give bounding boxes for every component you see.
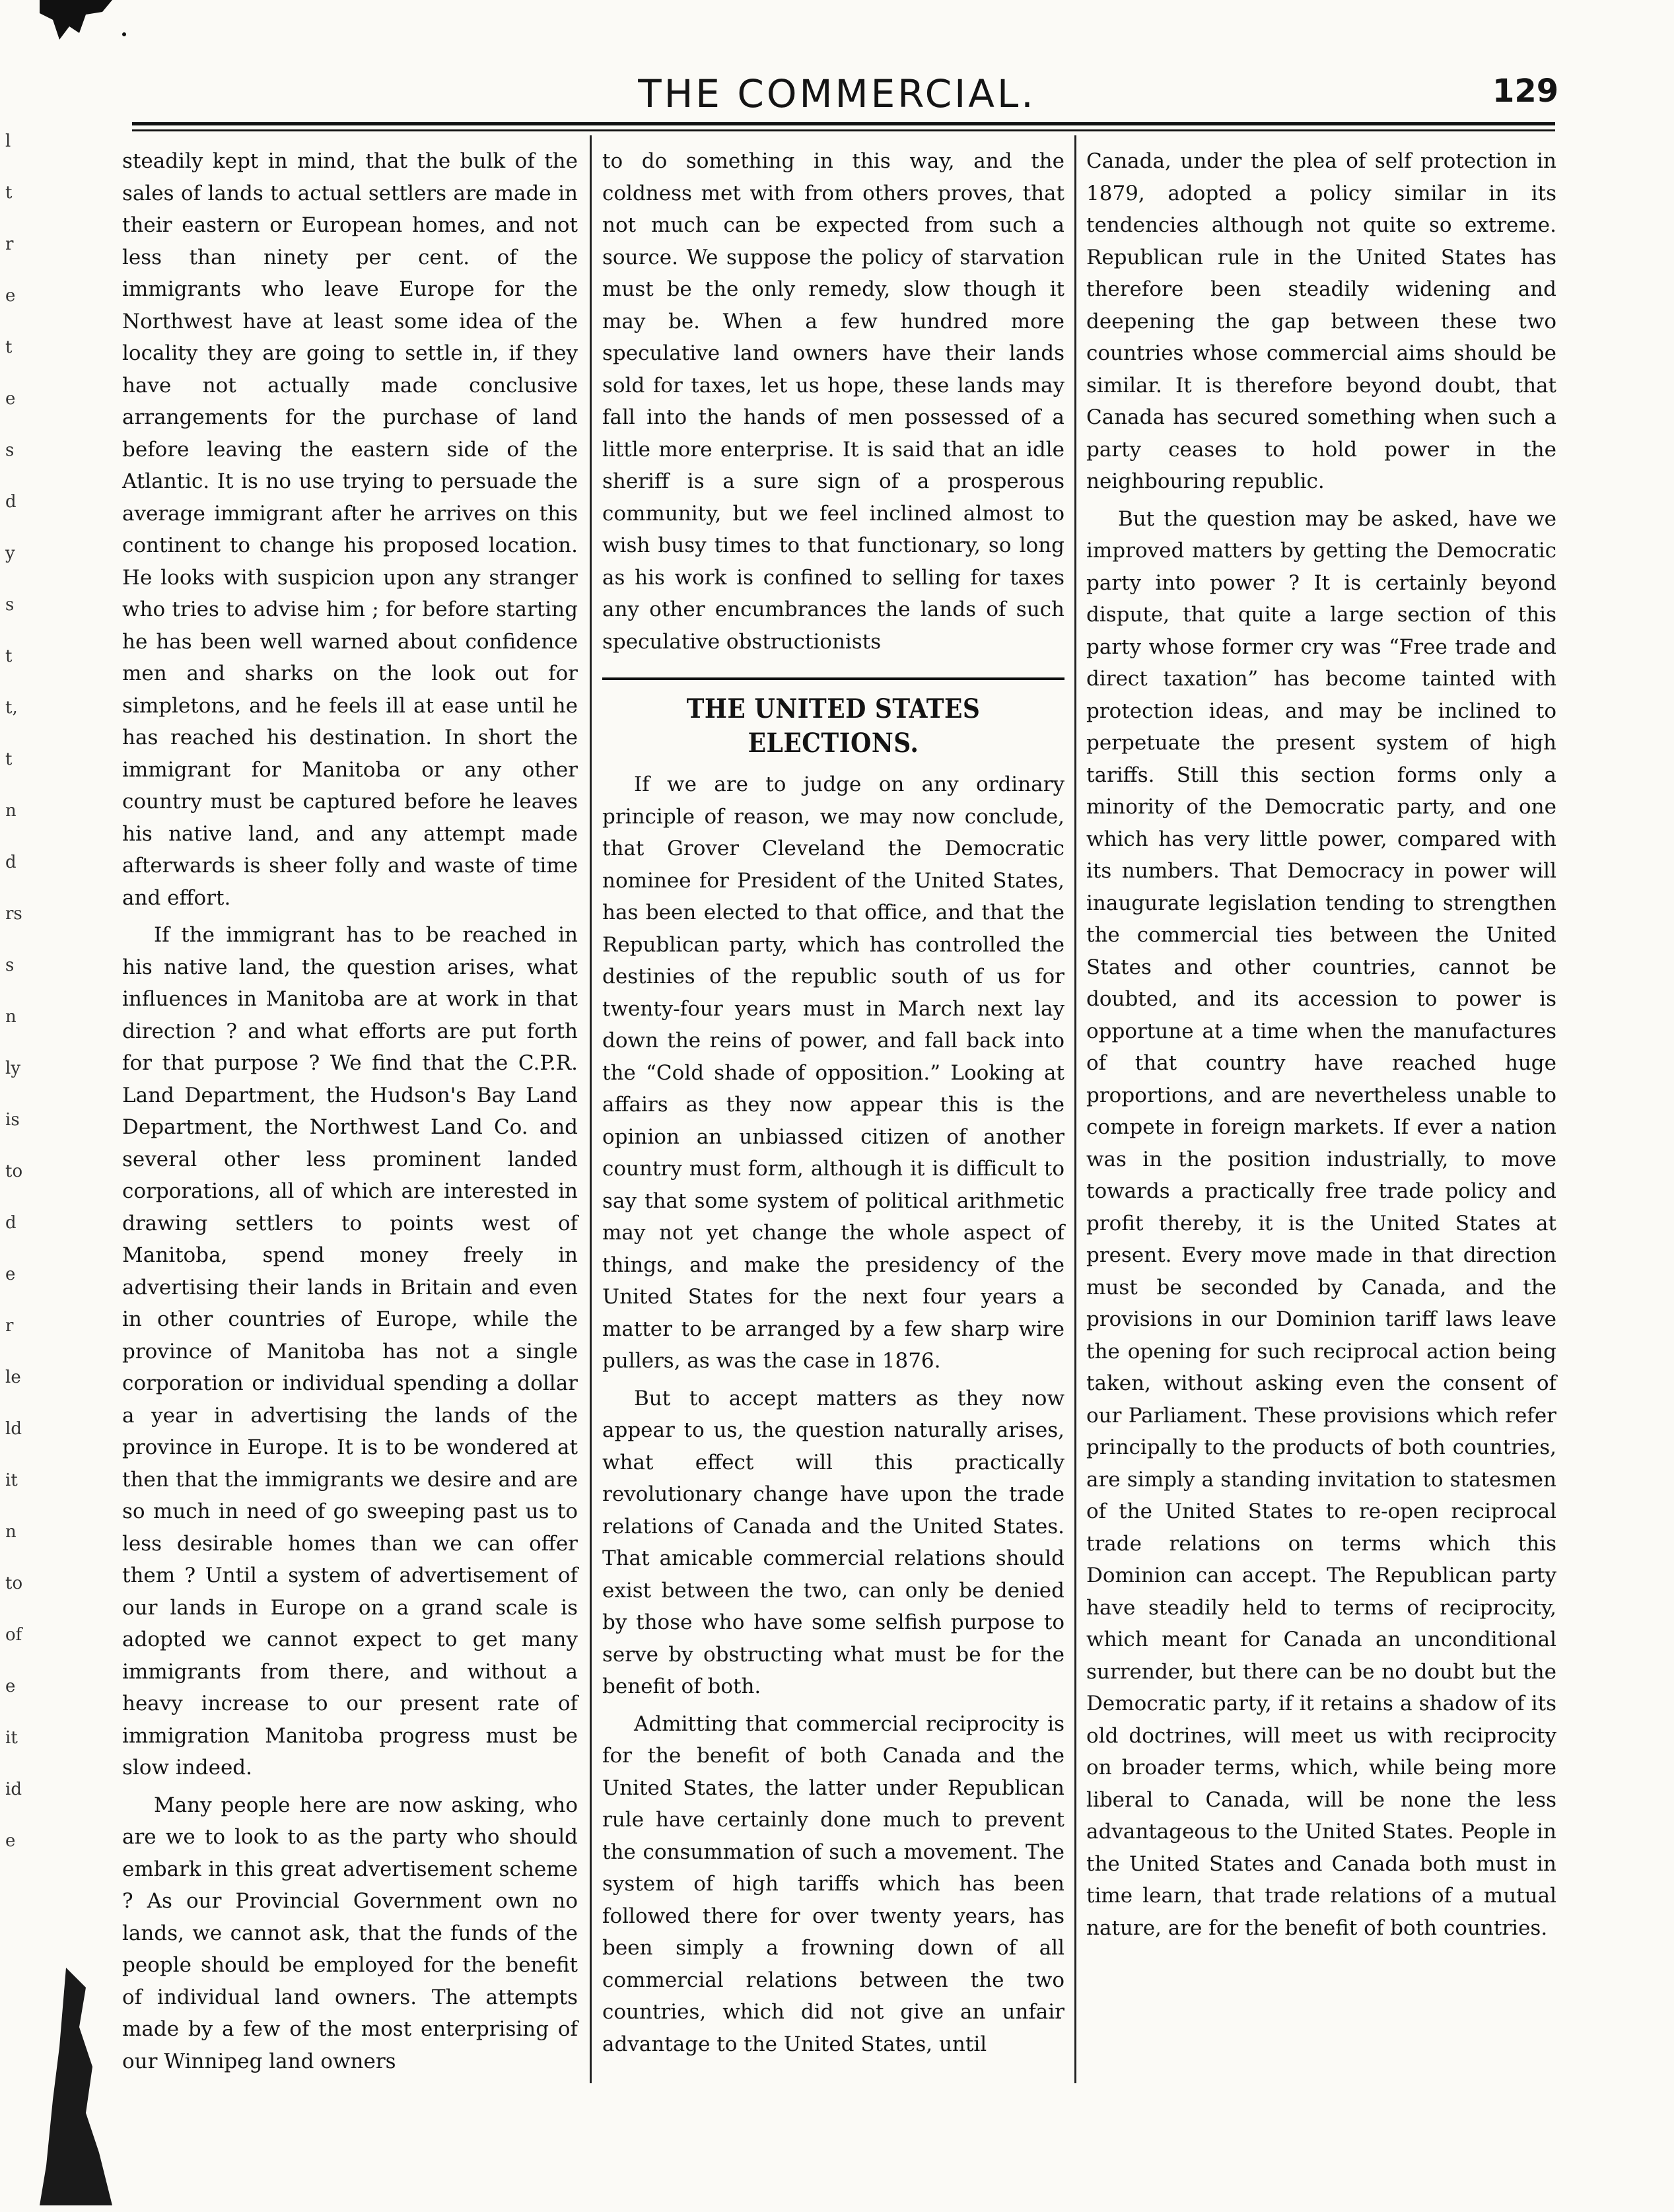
article-paragraph: Canada, under the plea of self protection in 1879, adopted a policy similar in its tendencies although not quite so extreme. Republican rule in the United States has therefore been steadily widening and deepening the gap between these two countries whose commercial aims should be similar. It is therefore beyond doubt, that Canada has secured something when such a party ceases to hold power in the neighbouring republic. [1086,149,1556,493]
margin-fragment: e [5,1831,16,1851]
article-paragraph: to do something in this way, and the coldness met with from others proves, that not much can be expected from such a source. We suppose the policy of starvation must be the only remedy, slow though it may be. When a few hundred more speculative land owners have their lands sold for taxes, let us hope, these lands may fall into the hands of men possessed of a little more enterprise. It is said that an idle sheriff is a sure sign of a prosperous community, but we feel inclined almost to wish busy times to that functionary, so long as his work is confined to selling for taxes any other encumbrances the lands of such speculative obstructionists [602,149,1064,654]
article-paragraph: But to accept matters as they now appear to us, the question naturally arises, what effect will this practically revolutionary change have upon the trade relations of Canada and the United States. That amicable commercial relations should exist between the two, can only be denied by those who have some selfish purpose to serve by obstructing what must be for the benefit of both. [602,1386,1064,1698]
article-paragraph: But the question may be asked, have we improved matters by getting the Democratic party into power ? It is certainly beyond dispute, that quite a large section of this party whose former cry was “Free trade and direct taxation” has become tainted with protection ideas, and may be inclined to perpetuate the present system of high tariffs. Still this section forms only a minority of the Democratic party, and one which has very little power, compared with its numbers. That Democracy in power will inaugurate legislation tending to strengthen the commercial ties between the United States and other countries, cannot be doubted, and its accession to power is opportune at a time when the manufactures of that country have reached huge proportions, and are nevertheless unable to compete in foreign markets. If ever a nation was in the position industrially, to move towards a practically free trade policy and profit thereby, it is the United States at present. Every move made in that direction must be seconded by Canada, and the provisions in our Dominion tariff laws leave the opening for such reciprocal action being taken, without asking even the consent of our Parliament. These provisions which refer principally to the products of both countries, are simply a standing invitation to statesmen of the United States to re-open reciprocal trade relations on terms which this Dominion can accept. The Republican party have steadily held to terms of reciprocity, which meant for Canada an unconditional surrender, but there can be no doubt but the Democratic party, if it retains a shadow of its old doctrines, will meet us with reciprocity on broader terms, which, while being more liberal to Canada, will be none the less advantageous to the United States. People in the United States and Canada both must in time learn, that trade relations of a mutual nature, are for the benefit of both countries. [1086,506,1556,1940]
article-paragraph: Admitting that commercial reciprocity is for the benefit of both Canada and the United States, the latter under Republican rule have certainly done much to prevent the consummation of such a movement. The system of high tariffs which has been followed there for over twenty years, has been simply a frowning down of all commercial relations between the two countries, which did not give an unfair advantage to the United States, until [602,1711,1064,2056]
margin-fragment: is [5,1110,20,1130]
margin-fragment: r [5,234,14,254]
margin-fragment: t [5,337,13,357]
margin-fragment: of [5,1625,22,1645]
column-right [1086,145,1556,1944]
margin-fragment: s [5,595,15,615]
margin-fragment: e [5,1264,16,1284]
margin-fragment: to [5,1161,23,1181]
margin-fragment: to [5,1573,23,1593]
margin-fragment: it [5,1728,18,1748]
column-left [122,145,578,2077]
margin-fragment: d [5,852,17,872]
margin-fragment: e [5,1676,16,1696]
page-number: 129 [1492,73,1559,110]
left-margin-fragments [5,125,32,1877]
article-paragraph: steadily kept in mind, that the bulk of the sales of lands to actual settlers are made in their eastern or European homes, and not less than ninety per cent. of the immigrants who leave Europe for the Northwest have at least some idea of the locality they are going to settle in, if they have not actually made conclusive arrangements for the purchase of land before leaving the eastern side of the Atlantic. It is no use trying to persuade the average immigrant after he arrives on this continent to change his proposed location. He looks with suspicion upon any stranger who tries to advise him ; for before starting he has been well warned about confidence men and sharks on the look out for simpletons, and he feels ill at ease until he has reached his destination. In short the immigrant for Manitoba or any other country must be captured before he leaves his native land, and any attempt made afterwards is sheer folly and waste of time and effort. [122,149,578,910]
margin-fragment: n [5,801,17,821]
margin-fragment: l [5,131,11,151]
margin-fragment: t [5,646,13,666]
margin-fragment: id [5,1780,22,1799]
binding-shadow [40,1968,119,2205]
margin-fragment: rs [5,904,22,924]
header-rule [132,122,1555,125]
margin-fragment: ly [5,1058,21,1078]
column-middle [602,145,1064,2060]
ink-smudge-top [40,0,132,59]
header-rule-secondary [132,129,1555,131]
article-paragraph: Many people here are now asking, who are we to look to as the party who should embark in this great advertisement scheme ? As our Provincial Government own no lands, we cannot ask, that the funds of the people should be employed for the benefit of individual land owners. The attempts made by a few of the most enterprising of our Winnipeg land owners [122,1793,578,2073]
margin-fragment: t, [5,698,18,718]
margin-fragment: n [5,1522,17,1542]
column-divider [1074,135,1076,2083]
margin-fragment: s [5,440,15,460]
article-paragraph: If the immigrant has to be reached in his native land, the question arises, what influences in Manitoba are at work in that direction ? and what efforts are put forth for that purpose ? We find that the C.P.R. Land Department, the Hudson's Bay Land Department, the Northwest Land Co. and several other less prominent landed corporations, all of which are interested in drawing settlers to points west of Manitoba, spend money freely in advertising their lands in Britain and even in other countries of Europe, while the province of Manitoba has not a single corporation or individual spending a dollar a year in advertising the lands of the province in Europe. It is to be wondered at then that the immigrants we desire and are so much in need of go sweeping past us to less desirable homes than we can offer them ? Until a system of advertisement of our lands in Europe on a grand scale is adopted we cannot expect to get many immigrants from there, and without a heavy increase to our present rate of immigration Manitoba progress must be slow indeed. [122,923,578,1780]
article-paragraph: If we are to judge on any ordinary principle of reason, we may now conclude, that Grover Cleveland the Democratic nominee for President of the United States, has been elected to that office, and that the Republican party, which has controlled the destinies of the republic south of us for twenty-four years must in March next lay down the reins of power, and fall back into the “Cold shade of opposition.” Looking at affairs as they now appear this is the opinion an unbiassed citizen of another country must form, although it is difficult to say that some system of political arithmetic may not yet change the whole aspect of things, and make the presidency of the United States for the next four years a matter to be arranged by a few sharp wire pullers, as was the case in 1876. [602,773,1064,1373]
margin-fragment: d [5,1213,17,1233]
margin-fragment: n [5,1007,17,1027]
margin-fragment: e [5,389,16,409]
margin-fragment: le [5,1367,21,1387]
section-separator [602,677,1064,680]
margin-fragment: t [5,183,13,203]
margin-fragment: d [5,492,17,512]
margin-fragment: y [5,543,15,563]
margin-fragment: e [5,286,16,306]
page-title: THE COMMERCIAL. [638,71,1036,116]
margin-fragment: ld [5,1419,22,1439]
column-divider [590,135,592,2083]
margin-fragment: r [5,1316,14,1336]
section-heading: THE UNITED STATES ELECTIONS. [686,693,981,759]
margin-fragment: s [5,955,15,975]
margin-fragment: t [5,749,13,769]
margin-fragment: it [5,1470,18,1490]
